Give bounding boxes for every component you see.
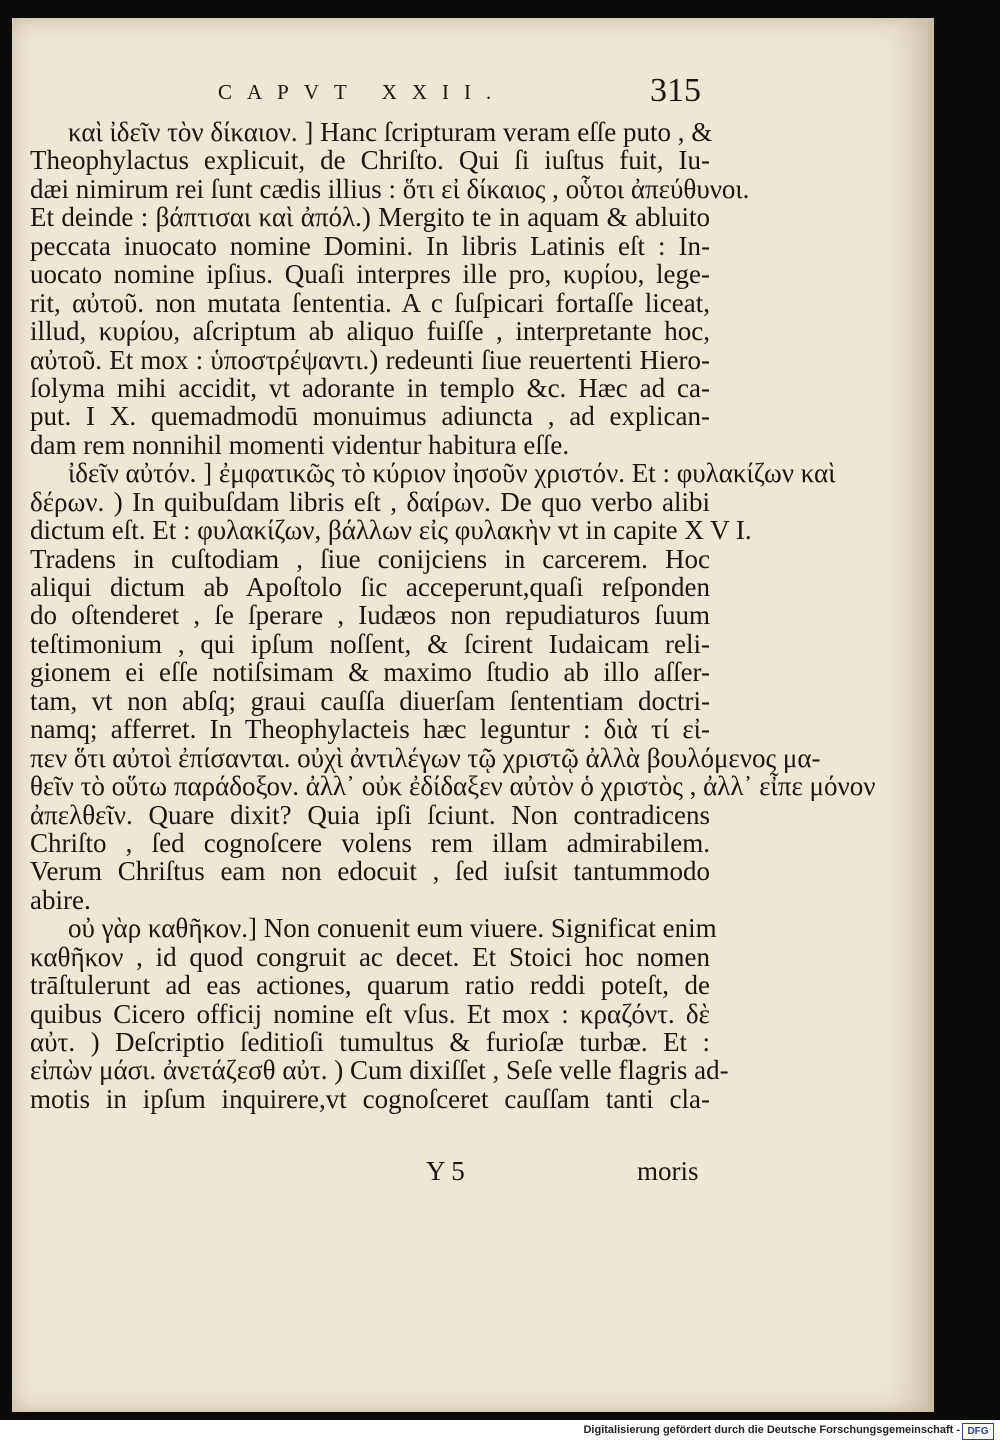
page-edge: [928, 18, 934, 1412]
text-line: καθῆκον , id quod congruit ac decet. Et Stoici hoc nomen: [30, 941, 710, 972]
text-line: tam, vt non abſq; graui cauſſa diuerſam ſententiam doctri-: [30, 685, 710, 716]
text-line: δέρων. ) In quibuſdam libris eſt , δαίρων. De quo verbo alibi: [30, 486, 710, 517]
body-text: [30, 117, 876, 1114]
text-line: πεν ὅτι αὐτοὶ ἐπίσανται. οὐχὶ ἀντιλέγων τῷ χριστῷ ἀλλὰ βουλόμενος μα-: [30, 742, 821, 773]
text-line: teſtimonium , qui ipſum noſſent, & ſcirent Iudaicam reli-: [30, 628, 710, 659]
text-line: ἀπελθεῖν. Quare dixit? Quia ipſi ſciunt. Non contradicens: [30, 799, 710, 830]
dfg-logo: DFG: [962, 1423, 994, 1440]
text-line: uocato nomine ipſius. Quaſi interpres ille pro, κυρίου, lege-: [30, 259, 710, 290]
text-line: quibus Cicero officij nomine eſt vſus. Et mox : κραζόντ. δὲ: [30, 998, 710, 1029]
text-line: Tradens in cuſtodiam , ſiue conijciens in carcerem. Hoc: [30, 543, 710, 574]
text-line: ſolyma mihi accidit, vt adorante in templo &c. Hæc ad ca-: [30, 372, 710, 403]
text-line: ἰδεῖν αὐτόν. ] ἐμφατικῶς τὸ κύριον ἰησοῦν χριστόν. Et : φυλακίζων καὶ: [68, 458, 836, 489]
text-line: aliqui dictum ab Apoſtolo ſic acceperunt,quaſi reſponden: [30, 572, 710, 602]
text-line: dæi nimirum rei ſunt cædis illius : ὅτι εἰ δίκαιος , οὗτοι ἀπεύθυνοι.: [30, 173, 750, 204]
text-line: put. I X. quemadmodū monuimus adiuncta , ad explican-: [30, 401, 710, 432]
text-line: dictum eſt. Et : φυλακίζων, βάλλων εἰς φυλακὴν vt in capite X V I.: [30, 515, 752, 546]
text-line: εἰπὼν μάσι. ἀνετάζεσθ αὐτ. ) Cum dixiſſet , Seſe velle flagris ad-: [30, 1055, 729, 1086]
text-line: θεῖν τὸ οὕτω παράδοξον. ἀλλ᾽ οὐκ ἐδίδαξεν αὐτὸν ὁ χριστὸς , ἀλλ᾽ εἶπε μόνον: [30, 771, 876, 802]
funding-notice-bar: [0, 1420, 1000, 1443]
text-line: gionem ei eſſe notiſsimam & maximo ſtudio ab illo aſſer-: [30, 657, 710, 688]
text-line: Et deinde : βάπτισαι καὶ ἀπόλ.) Mergito te in aquam & abluito: [30, 202, 710, 233]
text-line: namq; afferret. In Theophylacteis hæc leguntur : διὰ τί εἰ-: [30, 714, 710, 745]
signature-mark: Y 5: [426, 1156, 465, 1186]
text-line: trāſtulerunt ad eas actiones, quarum ratio reddi poteſt, de: [30, 970, 710, 1001]
text-line: peccata inuocato nomine Domini. In libris Latinis eſt : In-: [30, 230, 710, 261]
text-line: οὐ γὰρ καθῆκον.] Non conuenit eum viuere. Significat enim: [68, 913, 717, 944]
text-line: αὐτοῦ. Et mox : ὑποστρέψαντι.) redeunti ſiue reuertenti Hiero-: [30, 344, 710, 375]
catchword: moris: [637, 1156, 699, 1186]
page-number: 315: [650, 72, 701, 109]
text-line: αὐτ. ) Deſcriptio ſeditioſi tumultus & furioſæ turbæ. Et :: [30, 1027, 710, 1057]
text-line: motis in ipſum inquirere,vt cognoſceret cauſſam tanti cla-: [30, 1083, 710, 1114]
text-line: illud, κυρίου, aſcriptum ab aliquo fuiſſe , interpretante hoc,: [30, 316, 710, 347]
text-line: dam rem nonnihil momenti videntur habitura eſſe.: [30, 429, 570, 460]
text-line: do oſtenderet , ſe ſperare , Iudæos non repudiaturos ſuum: [30, 600, 710, 631]
text-line: καὶ ἰδεῖν τὸν δίκαιον. ] Hanc ſcripturam veram eſſe puto , &: [68, 117, 713, 147]
text-line: abire.: [30, 884, 91, 915]
funding-notice-text: Digitalisierung gefördert durch die Deutsche Forschungsgemeinschaft -: [583, 1424, 960, 1436]
text-line: Theophylactus explicuit, de Chriſto. Qui ſi iuſtus fuit, Iu-: [30, 145, 710, 176]
running-head: CAPVT XXII.: [218, 80, 507, 104]
text-line: rit, αὐτοῦ. non mutata ſententia. A c ſuſpicari fortaſſe liceat,: [30, 287, 710, 318]
text-line: Chriſto , ſed cognoſcere volens rem illam admirabilem.: [30, 827, 710, 858]
text-line: Verum Chriſtus eam non edocuit , ſed iuſsit tantummodo: [30, 856, 710, 887]
